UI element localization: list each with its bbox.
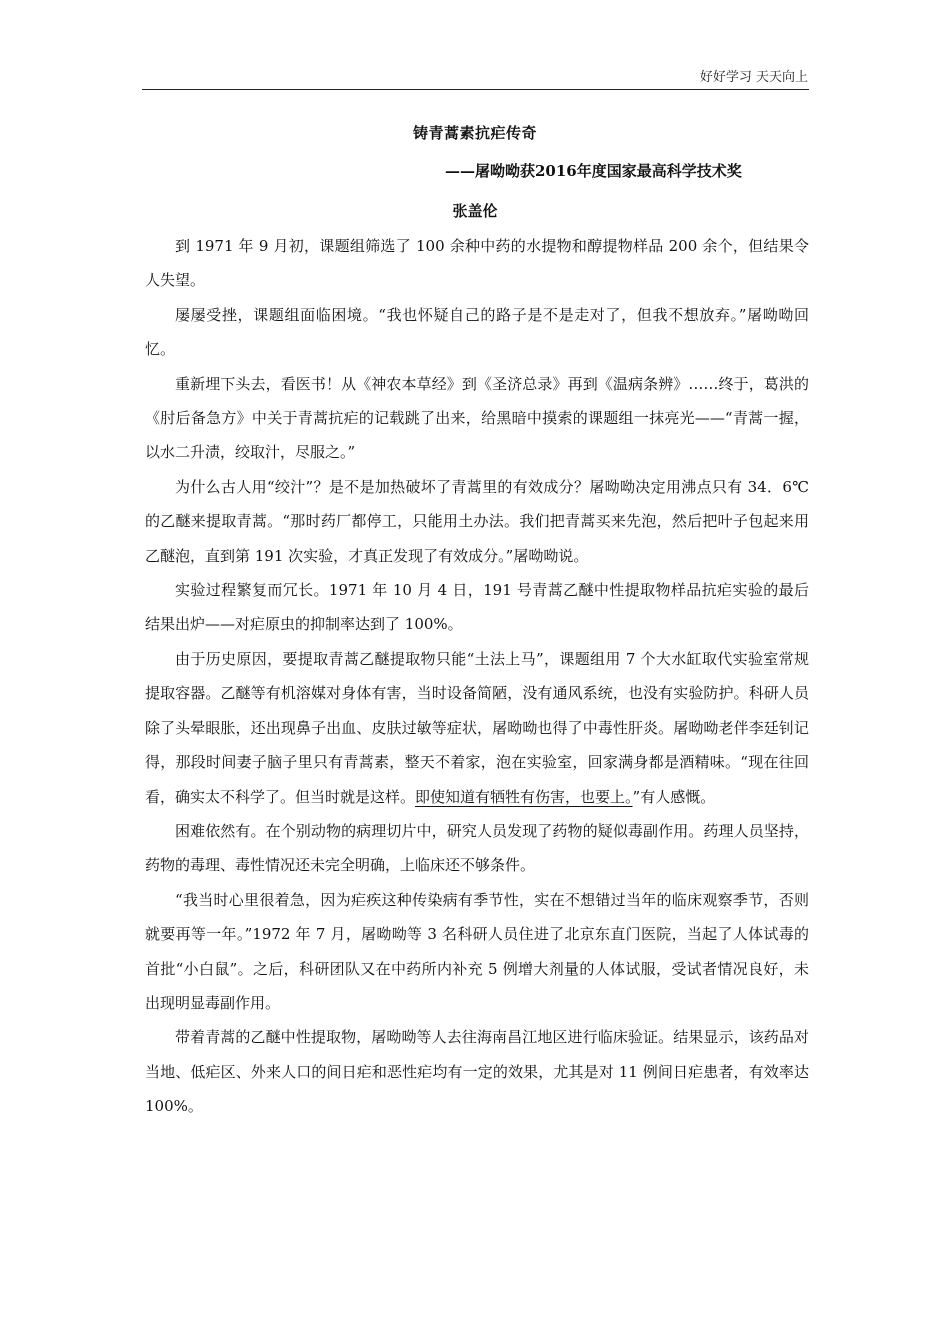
header-divider (142, 89, 809, 90)
paragraph: 为什么古人用“绞汁”？是不是加热破坏了青蒿里的有效成分？屠呦呦决定用沸点只有 34．6℃的乙醚来提取青蒿。“那时药厂都停工，只能用土办法。我们把青蒿买来先泡，然后把叶子包起来用乙醚泡，直到第 191 次实验，才真正发现了有效成分。”屠呦呦说。 (145, 477, 809, 565)
paragraph (145, 642, 809, 814)
article-subtitle: ——屠呦呦获2016年度国家最高科学技术奖 (445, 162, 742, 180)
article-body (145, 229, 809, 1124)
header-slogan: 好好学习 天天向上 (699, 70, 808, 85)
paragraph: 屡屡受挫，课题组面临困境。“我也怀疑自己的路子是不是走对了，但我不想放弃。”屠呦呦回忆。 (145, 305, 809, 359)
article-author: 张盖伦 (452, 202, 498, 220)
paragraph-text: ”有人感慨。 (632, 787, 716, 806)
paragraph: “我当时心里很着急，因为疟疾这种传染病有季节性，实在不想错过当年的临床观察季节，否则就要再等一年。”1972 年 7 月，屠呦呦等 3 名科研人员住进了北京东直门医院，当起了人体试毒的首批“小白鼠”。之后，科研团队又在中药所内补充 5 例增大剂量的人体试服，受试者情况良好，未出现明显毒副作用。 (145, 890, 809, 1012)
paragraph: 到 1971 年 9 月初，课题组筛选了 100 余种中药的水提物和醇提物样品 200 余个，但结果令人失望。 (145, 237, 809, 290)
paragraph-text: 由于历史原因，要提取青蒿乙醚提取物只能“土法上马”，课题组用 7 个大水缸取代实验室常规提取容器。乙醚等有机溶媒对身体有害，当时设备简陋，没有通风系统，也没有实验防护。科研人员除了头晕眼胀，还出现鼻子出血、皮肤过敏等症状，屠呦呦也得了中毒性肝炎。屠呦呦老伴李廷钊记得，那段时间妻子脑子里只有青蒿素，整天不着家，泡在实验室，回家满身都是酒精味。“现在往回看，确实太不科学了。但当时就是这样。 (145, 649, 809, 806)
article-title: 铸青蒿素抗疟传奇 (412, 124, 537, 142)
paragraph: 重新埋下头去，看医书！从《神农本草经》到《圣济总录》再到《温病条辨》……终于，葛洪的《肘后备急方》中关于青蒿抗疟的记载跳了出来，给黑暗中摸索的课题组一抹亮光——“青蒿一握，以水二升渍，绞取汁，尽服之。” (145, 374, 809, 462)
paragraph: 实验过程繁复而冗长。1971 年 10 月 4 日，191 号青蒿乙醚中性提取物样品抗疟实验的最后结果出炉——对疟原虫的抑制率达到了 100%。 (145, 581, 809, 634)
paragraph: 带着青蒿的乙醚中性提取物，屠呦呦等人去往海南昌江地区进行临床验证。结果显示，该药品对当地、低疟区、外来人口的间日疟和恶性疟均有一定的效果，尤其是对 11 例间日疟患者，有效率达 100%。 (145, 1028, 809, 1116)
paragraph: 困难依然有。在个别动物的病理切片中，研究人员发现了药物的疑似毒副作用。药理人员坚持，药物的毒理、毒性情况还未完全明确，上临床还不够条件。 (145, 821, 809, 875)
underlined-sentence: 即使知道有牺牲有伤害，也要上。 (415, 787, 633, 806)
